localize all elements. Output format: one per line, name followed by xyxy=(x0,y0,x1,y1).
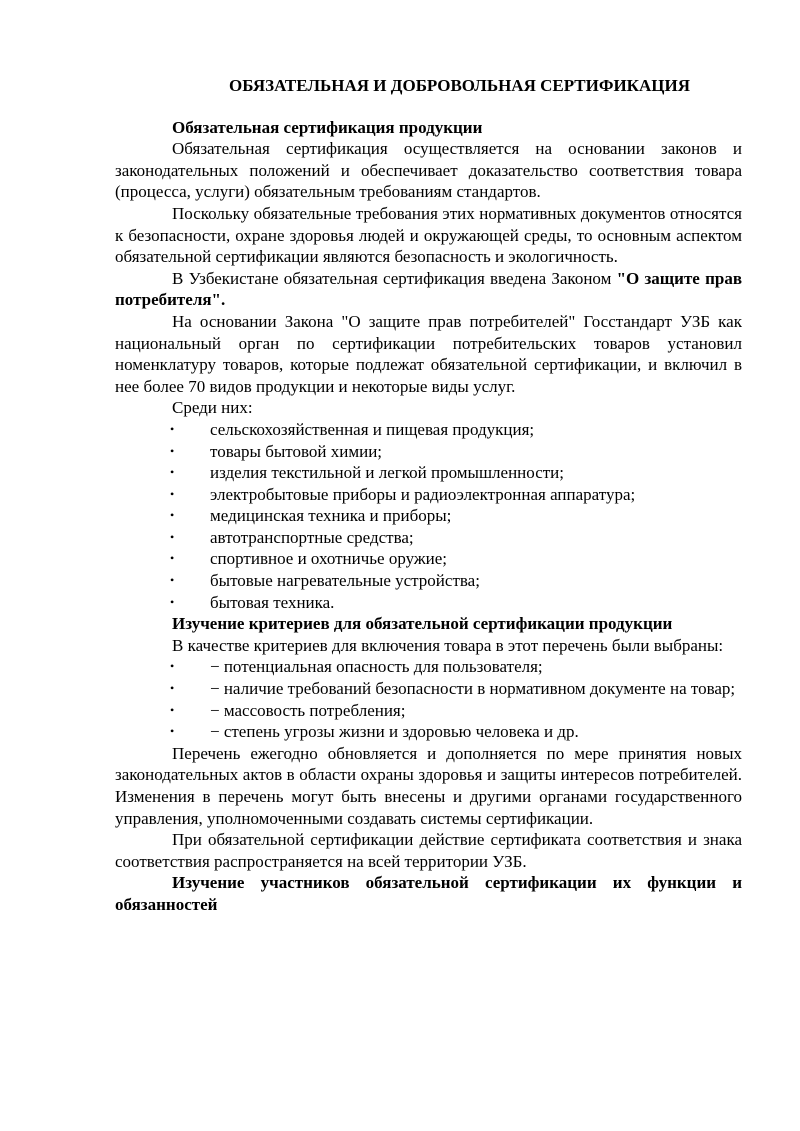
list-item: • бытовая техника. xyxy=(170,592,335,612)
paragraph: В качестве критериев для включения товара в этот перечень были выбраны: xyxy=(172,635,724,655)
bullet-icon: • xyxy=(170,724,175,739)
list-item: • − степень угрозы жизни и здоровью человека и др. xyxy=(170,722,579,742)
product-list xyxy=(115,419,742,613)
list-item: • изделия текстильной и легкой промышленности; xyxy=(170,463,564,483)
bullet-icon: • xyxy=(170,529,175,544)
list-item: • сельскохозяйственная и пищевая продукция; xyxy=(170,419,535,439)
criteria-list xyxy=(115,656,742,742)
bullet-icon: • xyxy=(170,465,175,480)
paragraph: Среди них: xyxy=(172,398,253,418)
list-item: • бытовые нагревательные устройства; xyxy=(170,571,480,591)
list-item: • медицинская техника и приборы; xyxy=(170,506,452,526)
bullet-icon: • xyxy=(170,681,175,696)
section-heading-mandatory: Обязательная сертификация продукции xyxy=(172,117,483,137)
list-item: • − массовость потребления; xyxy=(170,700,406,720)
bullet-icon: • xyxy=(170,443,175,458)
bullet-icon: • xyxy=(170,594,175,609)
list-item: • товары бытовой химии; xyxy=(170,441,383,461)
bullet-icon: • xyxy=(170,573,175,588)
paragraph: Обязательная сертификация осуществляется на основании законов и законодательных положений и обеспечивает доказательство соответствия товара (процесса, услуги) обязательным требованиям стандартов. xyxy=(115,139,742,202)
paragraph: На основании Закона "О защите прав потребителей" Госстандарт УЗБ как национальный орган по сертификации потребительских товаров установил номенклатуру товаров, которые подлежат обязательной сертификации, и включил в нее более 70 видов продукции и некоторые виды услуг. xyxy=(115,311,742,396)
bullet-icon: • xyxy=(170,486,175,501)
list-item: • − наличие требований безопасности в нормативном документе на товар; xyxy=(170,679,736,699)
list-item: • − потенциальная опасность для пользователя; xyxy=(170,657,543,677)
bullet-icon: • xyxy=(170,421,175,436)
paragraph: Перечень ежегодно обновляется и дополняется по мере принятия новых законодательных актов в области охраны здоровья и защиты интересов потребителей. Изменения в перечень могут быть внесены и другими органами государственного управления, уполномоченными создавать системы сертификации. xyxy=(115,743,742,828)
list-item: • электробытовые приборы и радиоэлектронная аппаратура; xyxy=(170,484,636,504)
paragraph-law xyxy=(115,268,742,311)
bullet-icon: • xyxy=(170,659,175,674)
section-heading-participants: Изучение участников обязательной сертификации их функции и обязанностей xyxy=(115,873,742,914)
paragraph: При обязательной сертификации действие сертификата соответствия и знака соответствия распространяется на всей территории УЗБ. xyxy=(115,830,742,871)
document-title: ОБЯЗАТЕЛЬНАЯ И ДОБРОВОЛЬНАЯ СЕРТИФИКАЦИЯ xyxy=(228,76,691,95)
paragraph-text: В Узбекистане обязательная сертификация введена Законом xyxy=(172,268,617,288)
paragraph: Поскольку обязательные требования этих нормативных документов относятся к безопасности, охране здоровья людей и окружающей среды, то основным аспектом обязательной сертификации являются безопасность и экологичность. xyxy=(115,203,742,267)
law-name: "О защите прав потребителя". xyxy=(115,268,742,310)
section-heading-criteria: Изучение критериев для обязательной сертификации продукции xyxy=(172,614,673,634)
bullet-icon: • xyxy=(170,551,175,566)
bullet-icon: • xyxy=(170,508,175,523)
list-item: • автотранспортные средства; xyxy=(170,527,414,547)
list-item: • спортивное и охотничье оружие; xyxy=(170,549,448,569)
bullet-icon: • xyxy=(170,702,175,717)
